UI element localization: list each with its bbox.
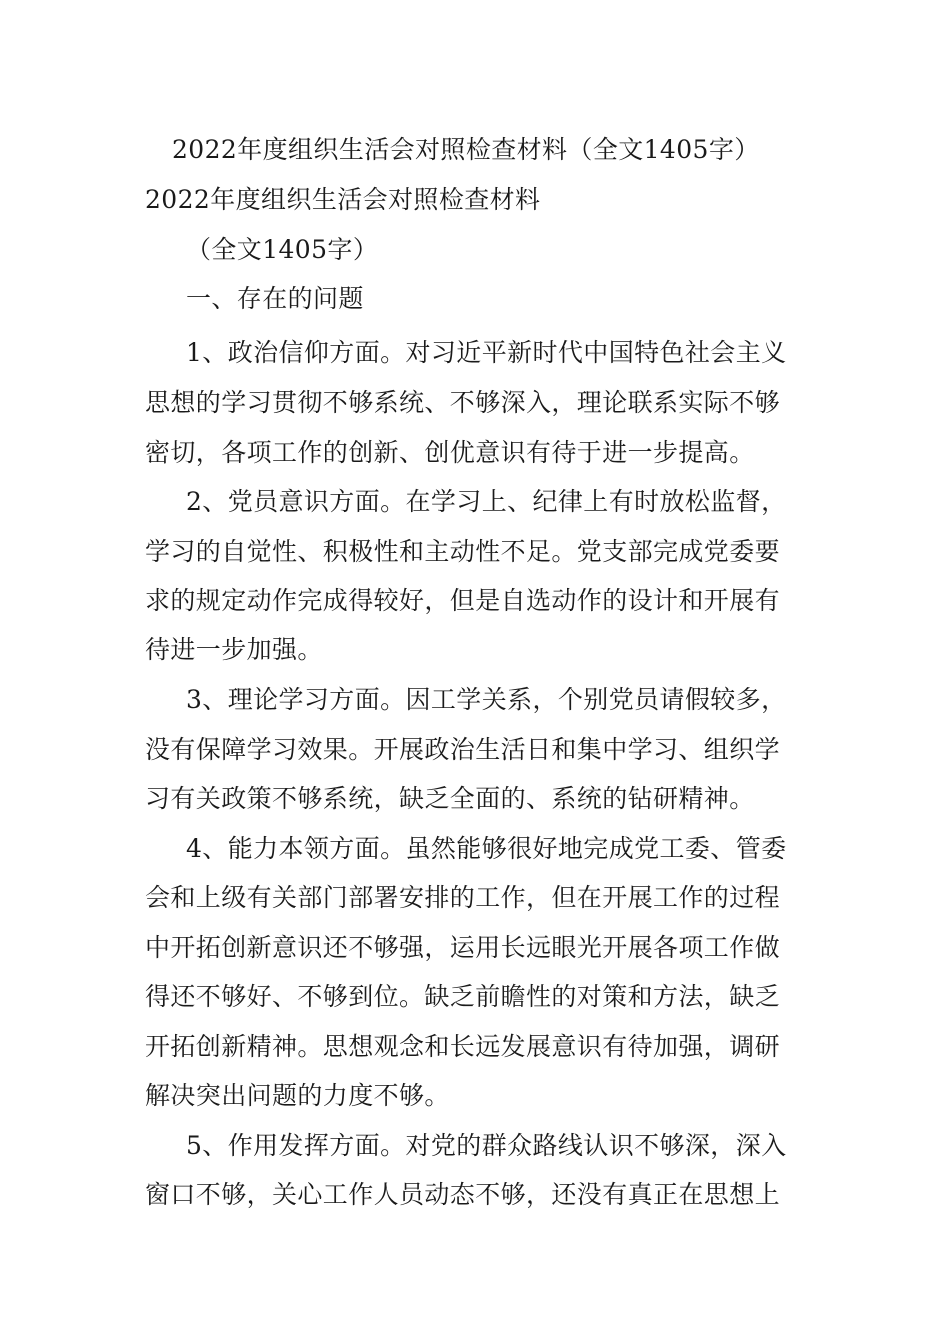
paragraph-line: 学习的自觉性、积极性和主动性不足。党支部完成党委要 (145, 537, 781, 566)
paragraph-line: 会和上级有关部门部署安排的工作，但在开展工作的过程 (145, 883, 781, 912)
section-heading: 一、存在的问题 (186, 284, 364, 313)
paragraph-line: 思想的学习贯彻不够系统、不够深入，理论联系实际不够 (145, 388, 781, 417)
paragraph-line: 习有关政策不够系统，缺乏全面的、系统的钻研精神。 (145, 784, 755, 813)
paragraph-line: 4、能力本领方面。虽然能够很好地完成党工委、管委 (186, 834, 787, 863)
paragraph-line: 求的规定动作完成得较好，但是自选动作的设计和开展有 (145, 586, 781, 615)
paragraph-line: 得还不够好、不够到位。缺乏前瞻性的对策和方法，缺乏 (145, 982, 781, 1011)
paragraph-line: 没有保障学习效果。开展政治生活日和集中学习、组织学 (145, 735, 781, 764)
word-count-note: （全文1405字） (186, 235, 379, 264)
document-subtitle: 2022年度组织生活会对照检查材料 (145, 185, 541, 214)
document-title: 2022年度组织生活会对照检查材料（全文1405字） (172, 135, 760, 164)
paragraph-line: 3、理论学习方面。因工学关系，个别党员请假较多， (186, 685, 787, 714)
paragraph-line: 2、党员意识方面。在学习上、纪律上有时放松监督， (186, 487, 787, 516)
paragraph-line: 中开拓创新意识还不够强，运用长远眼光开展各项工作做 (145, 933, 781, 962)
paragraph-line: 开拓创新精神。思想观念和长远发展意识有待加强，调研 (145, 1032, 781, 1061)
paragraph-line: 解决突出问题的力度不够。 (145, 1081, 450, 1110)
paragraph-line: 5、作用发挥方面。对党的群众路线认识不够深，深入 (186, 1131, 787, 1160)
paragraph-line: 密切，各项工作的创新、创优意识有待于进一步提高。 (145, 438, 755, 467)
paragraph-line: 待进一步加强。 (145, 635, 323, 664)
paragraph-line: 1、政治信仰方面。对习近平新时代中国特色社会主义 (186, 338, 787, 367)
paragraph-line: 窗口不够，关心工作人员动态不够，还没有真正在思想上 (145, 1180, 781, 1209)
